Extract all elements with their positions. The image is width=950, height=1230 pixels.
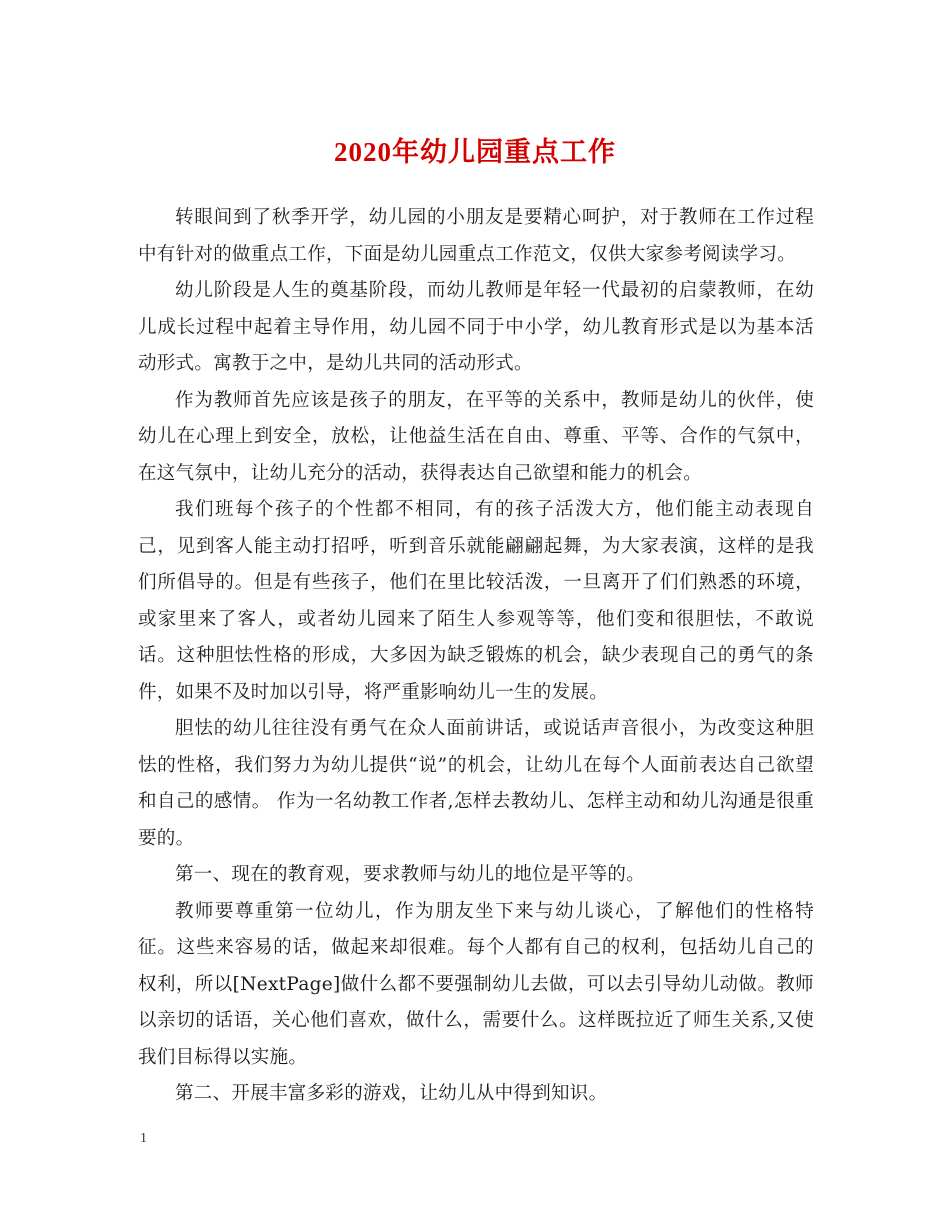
- paragraph: 第二、开展丰富多彩的游戏，让幼儿从中得到知识。: [175, 1083, 608, 1104]
- document-body: [138, 200, 814, 1113]
- paragraph: 第一、现在的教育观，要求教师与幼儿的地位是平等的。: [175, 864, 646, 885]
- paragraph: 转眼间到了秋季开学，幼儿园的小朋友是要精心呵护，对于教师在工作过程中有针对的做重点工作，下面是幼儿园重点工作范文，仅供大家参考阅读学习。: [138, 207, 814, 265]
- paragraph: 我们班每个孩子的个性都不相同，有的孩子活泼大方，他们能主动表现自己，见到客人能主动打招呼，听到音乐就能翩翩起舞，为大家表演，这样的是我们所倡导的。但是有些孩子，他们在里比较活泼，一旦离开了们们熟悉的环境，或家里来了客人，或者幼儿园来了陌生人参观等等，他们变和很胆怯，不敢说话。这种胆怯性格的形成，大多因为缺乏锻炼的机会，缺少表现自己的勇气的条件，如果不及时加以引导，将严重影响幼儿一生的发展。: [138, 499, 814, 703]
- page-number: 1: [140, 1131, 147, 1146]
- paragraph: 幼儿阶段是人生的奠基阶段，而幼儿教师是年轻一代最初的启蒙教师，在幼儿成长过程中起着主导作用，幼儿园不同于中小学，幼儿教育形式是以为基本活动形式。寓教于之中，是幼儿共同的活动形式。: [138, 280, 814, 374]
- paragraph: 教师要尊重第一位幼儿，作为朋友坐下来与幼儿谈心，了解他们的性格特征。这些来容易的话，做起来却很难。每个人都有自己的权利，包括幼儿自己的权利，所以[NextPage]做什么都不要强制幼儿去做，可以去引导幼儿动做。教师以亲切的话语，关心他们喜欢，做什么，需要什么。这样既拉近了师生关系,又使我们目标得以实施。: [138, 900, 814, 1068]
- paragraph: 胆怯的幼儿往往没有勇气在众人面前讲话，或说话声音很小，为改变这种胆怯的性格，我们努力为幼儿提供“说”的机会，让幼儿在每个人面前表达自己欲望和自己的感情。 作为一名幼教工作者,怎样去教幼儿、怎样主动和幼儿沟通是很重要的。: [138, 718, 814, 849]
- paragraph: 作为教师首先应该是孩子的朋友，在平等的关系中，教师是幼儿的伙伴，使幼儿在心理上到安全，放松，让他益生活在自由、尊重、平等、合作的气氛中，在这气氛中，让幼儿充分的活动，获得表达自己欲望和能力的机会。: [138, 389, 814, 484]
- document-title: 2020年幼儿园重点工作: [334, 137, 616, 167]
